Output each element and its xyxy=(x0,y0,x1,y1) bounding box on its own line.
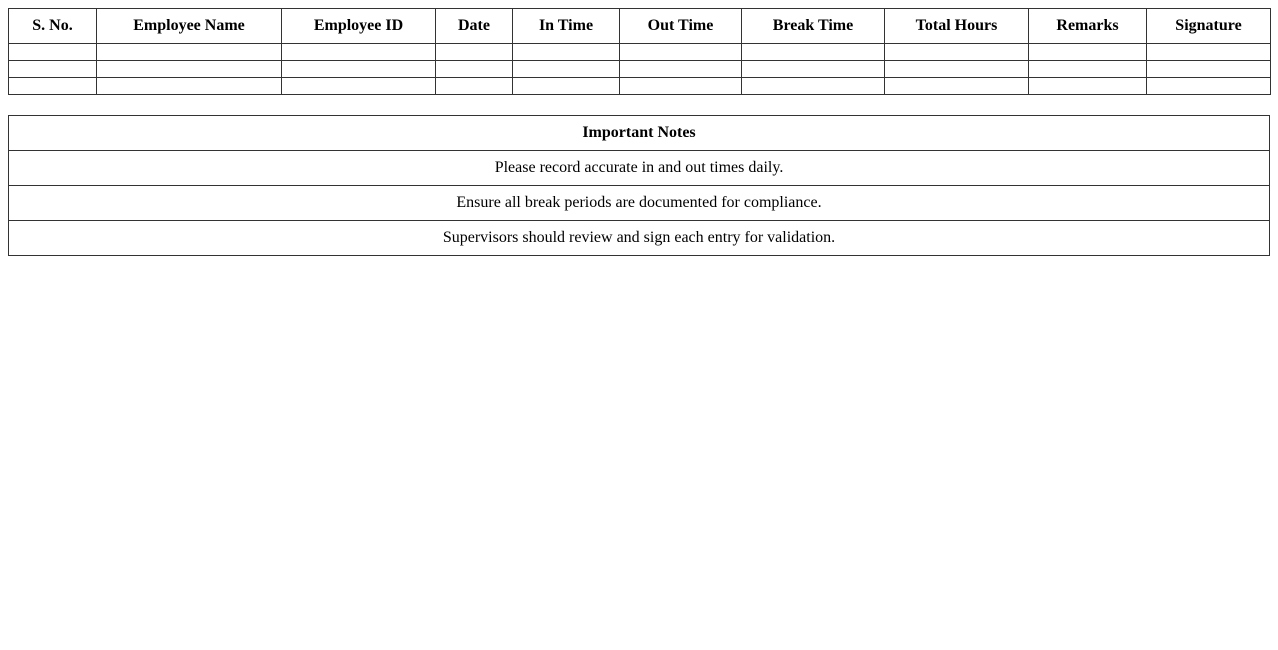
table-cell[interactable] xyxy=(742,78,885,95)
column-header-date: Date xyxy=(436,9,513,44)
note-item: Supervisors should review and sign each entry for validation. xyxy=(9,221,1270,256)
table-cell[interactable] xyxy=(436,44,513,61)
table-cell[interactable] xyxy=(513,78,620,95)
attendance-table xyxy=(8,8,1271,95)
column-header-total-hours: Total Hours xyxy=(885,9,1029,44)
table-cell[interactable] xyxy=(1029,44,1147,61)
table-cell[interactable] xyxy=(1147,78,1271,95)
note-row xyxy=(9,221,1270,256)
table-row xyxy=(9,78,1271,95)
table-cell[interactable] xyxy=(1147,44,1271,61)
table-cell[interactable] xyxy=(620,78,742,95)
table-cell[interactable] xyxy=(742,44,885,61)
column-header-break-time: Break Time xyxy=(742,9,885,44)
notes-header-row xyxy=(9,116,1270,151)
table-cell[interactable] xyxy=(436,78,513,95)
table-row xyxy=(9,61,1271,78)
table-cell[interactable] xyxy=(885,61,1029,78)
table-cell[interactable] xyxy=(742,61,885,78)
table-cell[interactable] xyxy=(620,44,742,61)
table-cell[interactable] xyxy=(1029,78,1147,95)
table-cell[interactable] xyxy=(513,61,620,78)
table-cell[interactable] xyxy=(9,61,97,78)
table-cell[interactable] xyxy=(97,78,282,95)
attendance-header-row xyxy=(9,9,1271,44)
column-header-serial-number: S. No. xyxy=(9,9,97,44)
column-header-remarks: Remarks xyxy=(1029,9,1147,44)
table-cell[interactable] xyxy=(620,61,742,78)
table-cell[interactable] xyxy=(97,44,282,61)
column-header-in-time: In Time xyxy=(513,9,620,44)
table-cell[interactable] xyxy=(282,61,436,78)
table-cell[interactable] xyxy=(97,61,282,78)
important-notes-table xyxy=(8,115,1270,256)
table-cell[interactable] xyxy=(885,44,1029,61)
note-row xyxy=(9,186,1270,221)
column-header-employee-id: Employee ID xyxy=(282,9,436,44)
table-row xyxy=(9,44,1271,61)
note-item: Please record accurate in and out times daily. xyxy=(9,151,1270,186)
note-item: Ensure all break periods are documented for compliance. xyxy=(9,186,1270,221)
note-row xyxy=(9,151,1270,186)
table-cell[interactable] xyxy=(282,78,436,95)
table-cell[interactable] xyxy=(885,78,1029,95)
table-cell[interactable] xyxy=(436,61,513,78)
column-header-out-time: Out Time xyxy=(620,9,742,44)
table-cell[interactable] xyxy=(282,44,436,61)
column-header-signature: Signature xyxy=(1147,9,1271,44)
document-body xyxy=(8,8,1270,256)
notes-title: Important Notes xyxy=(9,116,1270,151)
table-cell[interactable] xyxy=(1029,61,1147,78)
table-cell[interactable] xyxy=(1147,61,1271,78)
table-cell[interactable] xyxy=(513,44,620,61)
table-cell[interactable] xyxy=(9,78,97,95)
column-header-employee-name: Employee Name xyxy=(97,9,282,44)
table-cell[interactable] xyxy=(9,44,97,61)
